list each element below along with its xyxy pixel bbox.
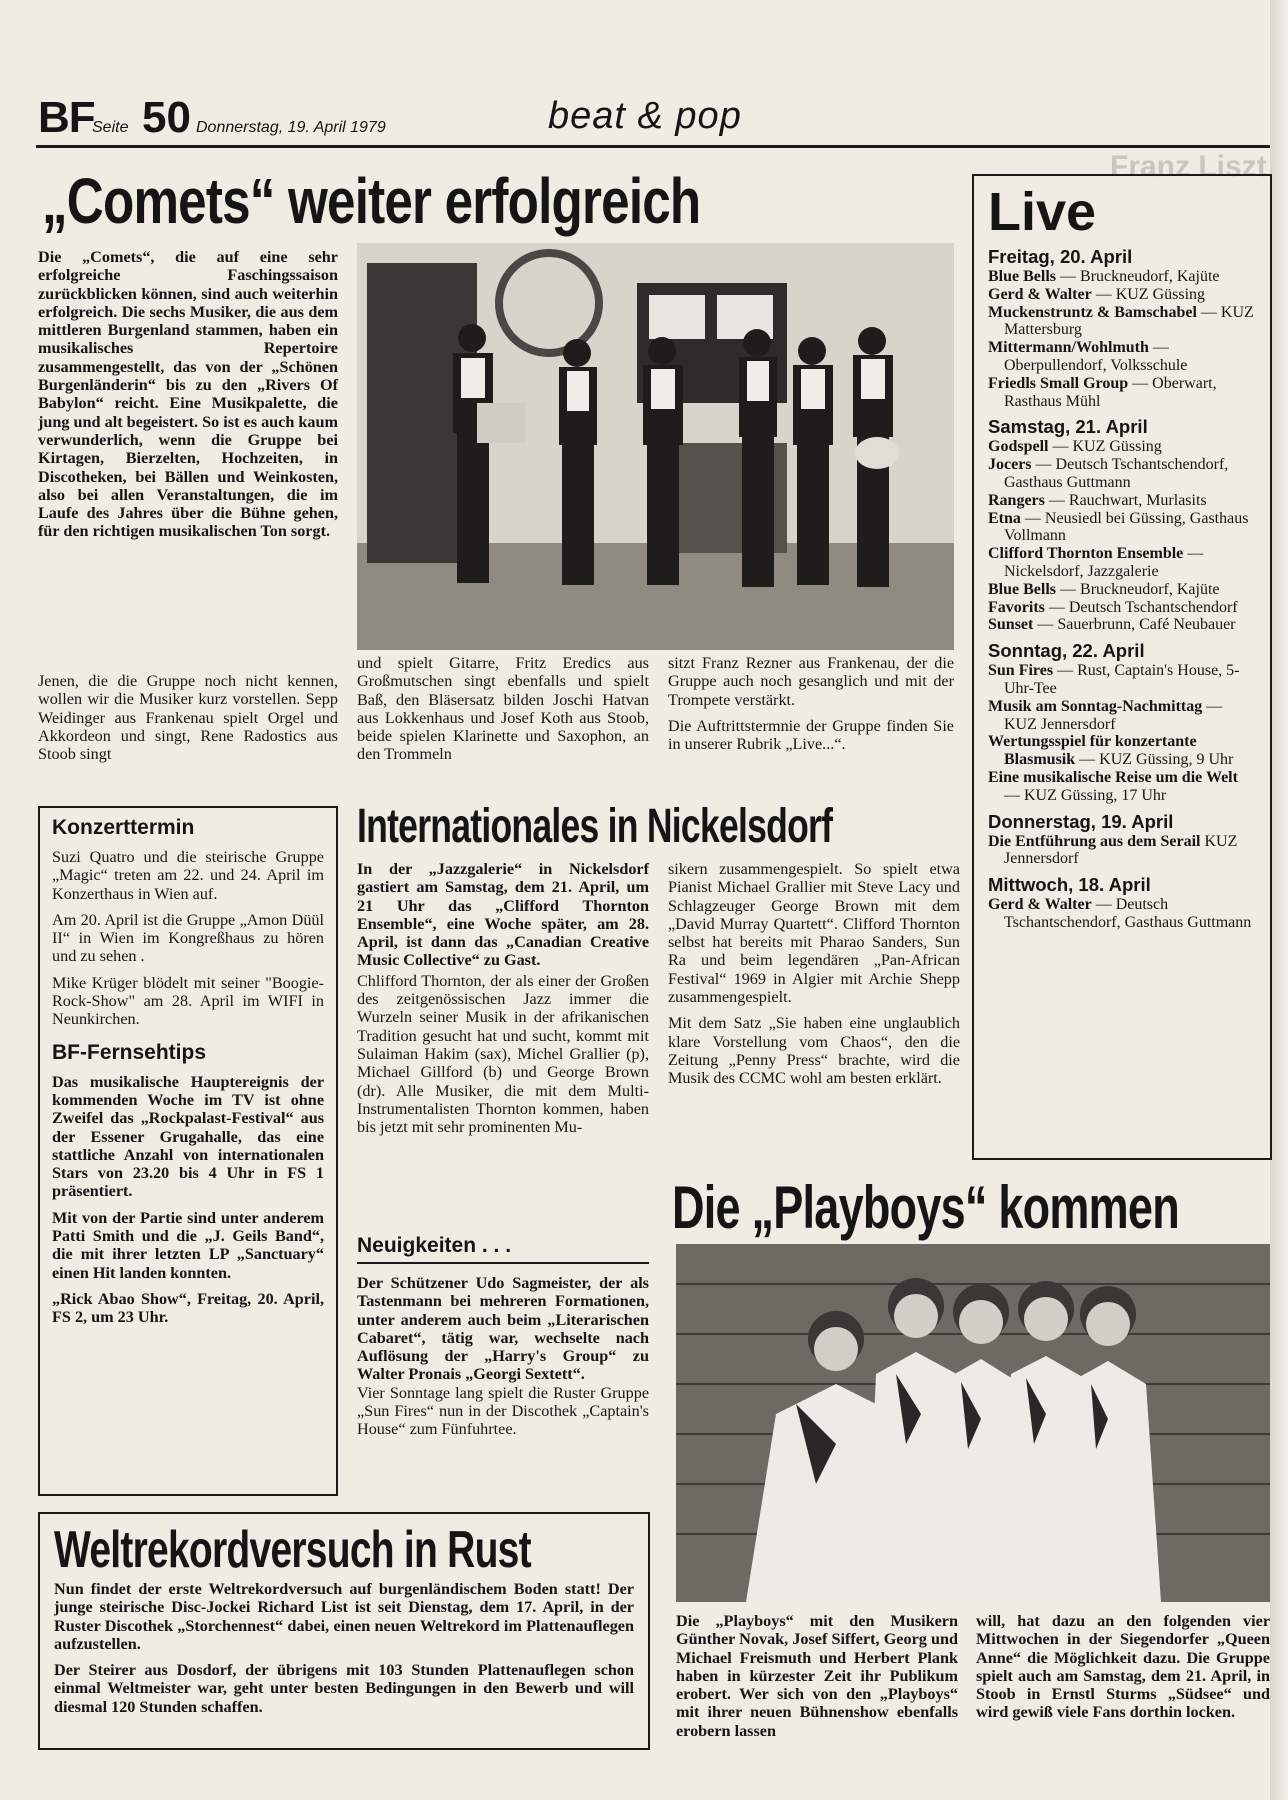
fernsehtips-title: BF-Fernsehtips xyxy=(52,1040,207,1064)
live-entry-line xyxy=(988,492,1256,510)
live-entry-name: Sunset xyxy=(988,616,1034,634)
masthead-rule xyxy=(36,145,1270,148)
comets-photo xyxy=(357,243,954,650)
live-day-heading: Sonntag, 22. April xyxy=(988,640,1145,662)
live-entry-name: Friedls Small Group xyxy=(988,374,1129,392)
live-entry-venue: — Bruckneudorf, Kajüte xyxy=(1056,580,1220,598)
live-entry xyxy=(988,375,1256,411)
live-entry-name: Blue Bells xyxy=(988,268,1057,285)
konzerttermin-title: Konzerttermin xyxy=(52,816,195,839)
live-entry-venue: — KUZ Jennersdorf xyxy=(1004,697,1223,733)
comets-lead-text: Die „Comets“, die auf eine sehr erfolgreiche Faschingssaison zurückblicken können, sind auch weiterhin erfolgreich. Die sechs Musiker, die aus dem mittleren Burgenland stammen, haben ein musikalisches Repertoire zusammengestellt, das von der „Schönen Burgenländerin“ bis zu den „Rivers Of Babylon“ reicht. Eine Musikpalette, die jung und alt begeistert. So ist es auch kaum verwunderlich, wenn die Gruppe bei Kirtagen, Bierzelten, Hochzeiten, in Discotheken, bei Bällen und Weinkosten, also bei allen Veranstaltungen, die im Laufe des Jahres über die Bühne gehen, für den richtigen musikalischen Ton sorgt. xyxy=(38,248,338,541)
comets-body-col1 xyxy=(38,672,338,763)
live-entry-name: Musik am Sonntag-Nachmittag xyxy=(988,697,1203,715)
masthead-section: beat & pop xyxy=(548,95,742,137)
live-entry xyxy=(988,698,1256,734)
neuigkeiten-rule xyxy=(357,1262,649,1264)
live-entry xyxy=(988,616,1256,634)
playboys-col1 xyxy=(676,1612,958,1740)
live-entry xyxy=(988,896,1256,932)
weltrekord-headline: Weltrekordversuch in Rust xyxy=(54,1521,531,1579)
masthead-seite: Seite xyxy=(92,119,129,136)
nickelsdorf-headline: Internationales in Nickelsdorf xyxy=(357,800,833,853)
live-entry-venue: — Sauerbrunn, Café Neubauer xyxy=(1033,616,1236,634)
live-entry-line xyxy=(988,599,1256,617)
live-entry-name: Clifford Thornton Ensemble xyxy=(988,545,1184,563)
live-entry-line xyxy=(988,545,1256,581)
masthead-logo: BF xyxy=(38,93,95,142)
playboys-photo-image xyxy=(676,1244,1270,1602)
live-entry-name: Die Entführung aus dem Serail xyxy=(988,832,1201,850)
live-entry-name: Gerd & Walter xyxy=(988,896,1092,914)
live-entry xyxy=(988,304,1256,340)
live-entry-line xyxy=(988,268,1256,286)
live-entry-venue: — Neusiedl bei Güssing, Gasthaus Vollmann xyxy=(1004,509,1249,545)
live-entry xyxy=(988,438,1256,456)
live-entry-venue: — Rust, Captain's House, 5-Uhr-Tee xyxy=(1004,662,1240,697)
neuigkeiten-title: Neuigkeiten . . . xyxy=(357,1234,512,1257)
live-entry-venue: — KUZ Güssing xyxy=(1048,438,1162,456)
live-entry-line xyxy=(988,896,1256,932)
live-entry-line xyxy=(988,375,1256,411)
weltrekord-p2: Der Steirer aus Dosdorf, der übrigens mit 103 Stunden Plattenauflegen schon einmal Weltmeister war, geht unter besten Bedingungen in den Bewerb und will diesmal 120 Stunden schaffen. xyxy=(54,1661,634,1716)
masthead-date: Donnerstag, 19. April 1979 xyxy=(196,119,386,136)
live-entry-name: Godspell xyxy=(988,438,1049,456)
bleed-through-text: Franz Liszt xyxy=(1110,150,1267,183)
comets-body-col2 xyxy=(357,654,649,764)
fernsehtips-p3: „Rick Abao Show“, Freitag, 20. April, FS 2, um 23 Uhr. xyxy=(52,1289,324,1327)
comets-body3b: Die Auftrittstermnie der Gruppe finden Sie in unserer Rubrik „Live...“. xyxy=(668,716,954,754)
live-entry-venue: — KUZ Mattersburg xyxy=(1004,303,1254,339)
fernsehtips-p1: Das musikalische Haupterеignis der kommenden Woche im TV ist ohne Zweifel das „Rockpalast-Festival“ aus der Essener Grugahalle, das eine stattliche Anzahl von internationalen Stars von 23.20 bis 4 Uhr in FS 1 präsentiert. xyxy=(52,1072,324,1201)
comets-body3a: sitzt Franz Rezner aus Frankenau, der die Gruppe auch noch gesanglich und mit der Trompete verstärkt. xyxy=(668,654,954,709)
live-entry-venue: — KUZ Güssing xyxy=(1091,285,1206,303)
live-entry-venue: — Deutsch Tschantschendorf xyxy=(1044,598,1238,616)
live-entry-name: Eine musikalische Reise um die Welt xyxy=(988,768,1238,786)
live-entry xyxy=(988,599,1256,617)
comets-lead xyxy=(38,248,338,541)
live-entry-venue: — Oberpullendorf, Volksschule xyxy=(1004,339,1188,374)
live-entry-line xyxy=(988,304,1256,340)
live-entry-venue: — Bruckneudorf, Kajüte xyxy=(1056,268,1220,285)
live-box xyxy=(972,174,1272,1160)
nickelsdorf-col2 xyxy=(668,860,960,1088)
fernsehtips-text xyxy=(52,1073,324,1327)
live-entry-venue: — Oberwart, Rasthaus Mühl xyxy=(1004,374,1217,410)
nickelsdorf-col1 xyxy=(357,860,649,1136)
comets-body1: Jenen, die die Gruppe noch nicht kennen, wollen wir die Musiker kurz vorstellen. Sepp Weidinger aus Frankenau spielt Orgel und Akkordeon und singt, Rene Radostics aus Stoob singt xyxy=(38,672,338,764)
playboys-photo xyxy=(676,1244,1270,1602)
konzerttermin-p1: Suzi Quatro und die steirische Gruppe „Magic“ treten am 22. und 24. April im Konzerthaus in Wien auf. xyxy=(52,848,324,903)
live-entry-line xyxy=(988,581,1256,599)
live-entry-line xyxy=(988,769,1256,805)
comets-photo-image xyxy=(357,243,954,650)
live-entry-line xyxy=(988,733,1256,769)
konzerttermin-text xyxy=(52,848,324,1029)
live-entry-name: Rangers xyxy=(988,491,1045,509)
live-entry-line xyxy=(988,286,1256,304)
konzerttermin-box xyxy=(38,806,338,1496)
konzerttermin-p2: Am 20. April ist die Gruppe „Amon Düül II“ in Wien im Kongreßhaus zu hören und zu sehen . xyxy=(52,910,324,966)
playboys-p1: Die „Playboys“ mit den Musikern Günther Novak, Josef Siffert, Georg und Michael Freismuth und Herbert Plank haben in kürzester Zeit ihr Publikum erobert. Wer sich von den „Playboys“ mit ihrer neuen Bühnenshow ebenfalls erobern lassen xyxy=(676,1612,958,1740)
live-entry-line xyxy=(988,438,1256,456)
live-list xyxy=(988,246,1256,932)
live-entry-name: Gerd & Walter xyxy=(988,285,1092,303)
live-entry xyxy=(988,510,1256,546)
live-entry-line xyxy=(988,456,1256,492)
live-entry-name: Jocers xyxy=(988,456,1032,474)
live-entry xyxy=(988,492,1256,510)
live-entry xyxy=(988,769,1256,805)
weltrekord-box xyxy=(38,1512,650,1750)
nickelsdorf-body1: Chlifford Thornton, der als einer der Großen des zeitgenössischen Jazz immer die Wurzeln seiner Musik in der afrikanischen Tradition gesucht hat und sucht, kommt mit Sulaiman Hakim (sax), Michel Grallier (p), Michael Gillford (b) und George Brown (dr). Alle Musiker, die mit dem Multi-Instrumentalisten Thornton kommen, haben bis jetzt mit sehr prominenten Mu- xyxy=(357,971,649,1137)
playboys-p2: will, hat dazu an den folgenden vier Mittwochen in der Siegendorfer „Queen Anne“ die Möglichkeit dazu. Die Gruppe spielt auch am Samstag, dem 21. April, in Stoob in Ernstl Sturms „Südsee“ und wird gewiß viele Fans dorthin locken. xyxy=(976,1612,1270,1722)
live-entry xyxy=(988,286,1256,304)
live-entry-venue: — Deutsch Tschantschendorf, Gasthaus Guttmann xyxy=(1004,896,1252,931)
live-entry xyxy=(988,833,1256,869)
live-entry-venue: — Deutsch Tschantschendorf, Gasthaus Guttmann xyxy=(1004,456,1229,491)
konzerttermin-p3: Mike Krüger blödelt mit seiner "Boogie-Rock-Show" am 28. April im WIFI in Neunkirchen. xyxy=(52,973,324,1029)
live-day-heading: Samstag, 21. April xyxy=(988,416,1148,438)
live-entry-name: Sun Fires xyxy=(988,662,1054,680)
live-entry-name: Blue Bells xyxy=(988,580,1057,598)
live-entry xyxy=(988,545,1256,581)
neuigkeiten-p1: Der Schützener Udo Sagmeister, der als Tastenmann bei mehreren Formationen, unter anderem auch beim „Literarischen Cabaret“, tätig war, wechselte nach Auflösung der „Harry's Group“ zu Walter Pronais „Georgi Sextett“. xyxy=(357,1274,649,1384)
playboys-headline: Die „Playboys“ kommen xyxy=(672,1174,1179,1241)
comets-body-col3 xyxy=(668,654,954,753)
nickelsdorf-lead: In der „Jazzgalerie“ in Nickelsdorf gastiert am Samstag, dem 21. April, um 21 Uhr das „Clifford Thornton Ensemble“, eine Woche später, am 28. April, ist dann das „Canadian Creative Music Collective“ zu Gast. xyxy=(357,860,649,970)
fernsehtips-p2: Mit von der Partie sind unter anderem Patti Smith und die „J. Geils Band“, die mit ihrer letzten LP „Sanctuary“ einen Hit landen konnten. xyxy=(52,1208,324,1282)
weltrekord-p1: Nun findet der erste Weltrekordversuch auf burgenländischem Boden statt! Der junge steirische Disc-Jockei Richard List ist seit Dienstag, dem 17. April, in der Ruster Discothek „Storchennest“ dabei, einen neuen Weltrekord im Plattenauflegen aufzustellen. xyxy=(54,1580,634,1653)
live-entry-venue: — KUZ Güssing, 17 Uhr xyxy=(1004,786,1167,804)
live-entry-line xyxy=(988,833,1256,869)
comets-body2: und spielt Gitarre, Fritz Eredics aus Großmutschen singt ebenfalls und spielt Baß, den Bläsersatz bilden Joschi Hatvan aus Lokkenhaus und Josef Koth aus Stoob, beide spielen Klarinette und Saxophon, an den Trommeln xyxy=(357,654,649,764)
live-day-heading: Mittwoch, 18. April xyxy=(988,874,1151,896)
live-entry-name: Etna xyxy=(988,509,1021,527)
live-entry xyxy=(988,268,1256,286)
live-day-heading: Donnerstag, 19. April xyxy=(988,810,1174,832)
live-entry xyxy=(988,581,1256,599)
live-entry-line xyxy=(988,698,1256,734)
masthead-page-number: 50 xyxy=(142,93,191,142)
page-edge xyxy=(1270,0,1288,1800)
live-entry xyxy=(988,339,1256,375)
live-title: Live xyxy=(988,182,1097,242)
playboys-col2 xyxy=(976,1612,1270,1722)
live-entry-name: Wertungsspiel für konzertante Blasmusik xyxy=(988,733,1197,769)
comets-headline: „Comets“ weiter erfolgreich xyxy=(42,165,701,237)
neuigkeiten-p2: Vier Sonntage lang spielt die Ruster Gruppe „Sun Fires“ nun in der Discothek „Captain's House“ zum Fünfuhrtee. xyxy=(357,1383,649,1439)
live-entry-line xyxy=(988,616,1256,634)
live-entry-line xyxy=(988,510,1256,546)
live-entry xyxy=(988,733,1256,769)
nickelsdorf-body3: Mit dem Satz „Sie haben eine unglaublich klare Vorstellung vom Chaos“, den die Zeitung „Penny Press“ brachte, wird die Musik des CCMC wohl am besten erklärt. xyxy=(668,1014,960,1088)
live-entry-line xyxy=(988,339,1256,375)
live-entry-line xyxy=(988,662,1256,698)
weltrekord-text xyxy=(54,1580,634,1716)
live-entry-venue: KUZ Jennersdorf xyxy=(1004,832,1238,868)
live-day-heading: Freitag, 20. April xyxy=(988,246,1133,267)
live-entry xyxy=(988,456,1256,492)
nickelsdorf-body2: sikern zusammengespielt. So spielt etwa Pianist Michael Grallier mit Steve Lacy und Schlagzeuger George Brown mit dem „David Murray Quartett“. Clifford Thornton selbst hat bereits mit Pharao Sanders, Sun Ra und beim legendären „Pan-African Festival“ 1969 in Algier mit Archie Shepp zusammengespielt. xyxy=(668,860,960,1007)
live-entry xyxy=(988,662,1256,698)
live-entry-venue: — Nickelsdorf, Jazzgalerie xyxy=(1004,545,1204,580)
live-entry-venue: — Rauchwart, Murlasits xyxy=(1044,491,1207,509)
live-entry-name: Mittermann/Wohlmuth xyxy=(988,339,1149,357)
live-entry-venue: — KUZ Güssing, 9 Uhr xyxy=(1075,751,1234,769)
live-entry-name: Favorits xyxy=(988,598,1045,616)
live-entry-name: Muckenstruntz & Bamschabel xyxy=(988,303,1197,321)
neuigkeiten-text xyxy=(357,1274,649,1439)
